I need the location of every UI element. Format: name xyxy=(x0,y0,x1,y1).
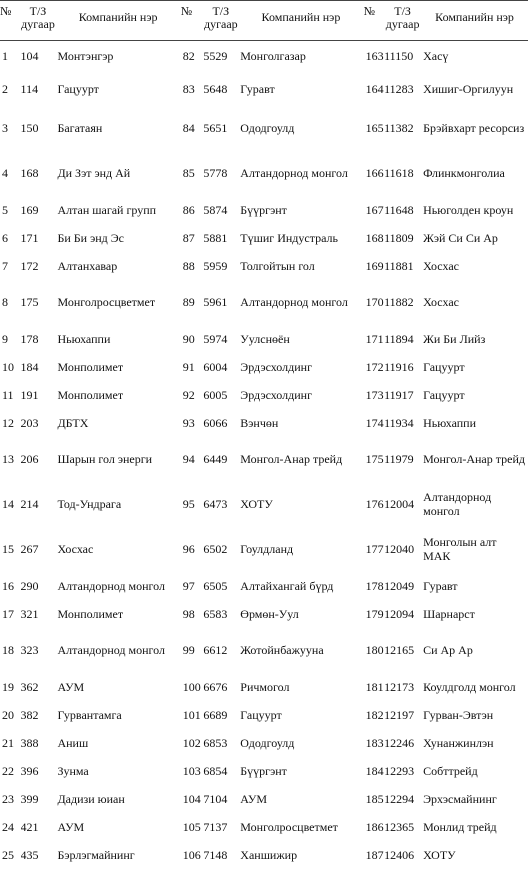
license-number: 267 xyxy=(20,542,39,557)
table-row xyxy=(0,107,528,152)
row-number: 178 xyxy=(365,578,384,593)
header-no: № xyxy=(180,4,193,18)
row-number: 164 xyxy=(365,82,384,97)
license-number: 12049 xyxy=(384,578,415,593)
license-number: 184 xyxy=(20,359,39,374)
license-number: 178 xyxy=(20,331,39,346)
company-name: АУМ xyxy=(240,791,268,806)
license-number: 203 xyxy=(20,415,39,430)
header-license-number: Т/З дугаар xyxy=(385,4,420,31)
row-number: 172 xyxy=(365,359,384,374)
company-name: Гацуурт xyxy=(57,82,99,97)
table-row xyxy=(0,253,528,281)
license-number: 5959 xyxy=(203,258,228,273)
row-number: 89 xyxy=(182,295,195,310)
row-number: 2 xyxy=(2,82,8,97)
license-number: 11917 xyxy=(384,387,414,402)
company-name: Ричмогол xyxy=(240,679,290,694)
row-number: 99 xyxy=(182,643,195,658)
table-header xyxy=(0,1,528,41)
license-number: 396 xyxy=(20,763,39,778)
table-row xyxy=(0,225,528,253)
row-number: 98 xyxy=(182,606,195,621)
table-row xyxy=(0,74,528,107)
company-name: Монголросцветмет xyxy=(240,819,338,834)
company-name: Алтанхавар xyxy=(57,258,118,273)
company-name: Гурван-Эвтэн xyxy=(423,707,494,722)
license-number: 7137 xyxy=(203,819,228,834)
row-number: 14 xyxy=(2,497,14,512)
license-number: 382 xyxy=(20,707,39,722)
company-name: Монполимет xyxy=(57,387,124,402)
table-row xyxy=(0,326,528,354)
row-number: 168 xyxy=(365,230,384,245)
company-name: ДБТХ xyxy=(57,415,89,430)
table-row xyxy=(0,758,528,786)
table-row xyxy=(0,629,528,674)
license-number: 399 xyxy=(20,791,39,806)
company-name: Ньюхаппи xyxy=(423,415,477,430)
company-name: ХОТУ xyxy=(240,497,273,512)
table-row xyxy=(0,41,528,74)
license-number: 6612 xyxy=(203,643,228,658)
license-number: 435 xyxy=(20,847,39,862)
row-number: 8 xyxy=(2,295,8,310)
row-number: 97 xyxy=(182,578,195,593)
row-number: 86 xyxy=(182,202,195,217)
company-name: Гацуурт xyxy=(423,359,465,374)
table-row xyxy=(0,573,528,601)
row-number: 15 xyxy=(2,542,14,557)
license-number: 11150 xyxy=(384,49,414,64)
license-number: 172 xyxy=(20,258,39,273)
license-number: 6854 xyxy=(203,763,228,778)
license-number: 6676 xyxy=(203,679,228,694)
row-number: 106 xyxy=(182,847,201,862)
row-number: 18 xyxy=(2,643,14,658)
license-number: 11934 xyxy=(384,415,414,430)
license-number: 11894 xyxy=(384,331,414,346)
row-number: 21 xyxy=(2,735,14,750)
table-row xyxy=(0,197,528,225)
license-number: 12293 xyxy=(384,763,415,778)
company-name: Алтандорнод монгол xyxy=(240,166,348,181)
row-number: 19 xyxy=(2,679,14,694)
table-row xyxy=(0,528,528,573)
company-name: Хишиг-Оргилуун xyxy=(423,82,514,97)
company-name: АУМ xyxy=(57,679,85,694)
company-name: Алтандорнод монгол xyxy=(57,578,166,593)
license-number: 114 xyxy=(20,82,39,97)
row-number: 102 xyxy=(182,735,201,750)
company-name: Монтэнгэр xyxy=(57,49,114,64)
company-name: Эрдэсхолдинг xyxy=(240,359,313,374)
license-number: 12165 xyxy=(384,643,415,658)
row-number: 104 xyxy=(182,791,201,806)
company-name: Шарын гол энерги xyxy=(57,452,153,467)
row-number: 85 xyxy=(182,166,195,181)
row-number: 88 xyxy=(182,258,195,273)
row-number: 9 xyxy=(2,331,8,346)
license-number: 5651 xyxy=(203,121,228,136)
company-name: Монполимет xyxy=(57,359,124,374)
row-number: 4 xyxy=(2,166,8,181)
company-name: Хунанжинлэн xyxy=(423,735,494,750)
row-number: 176 xyxy=(365,497,384,512)
license-number: 388 xyxy=(20,735,39,750)
table-row xyxy=(0,786,528,814)
row-number: 1 xyxy=(2,49,8,64)
row-number: 163 xyxy=(365,49,384,64)
company-name: Алтандорнод монгол xyxy=(57,643,166,658)
header-company-name: Компанийн нэр xyxy=(78,10,158,24)
table-row xyxy=(0,354,528,382)
company-name: Эрхэсмайнинг xyxy=(423,791,497,806)
license-number: 5974 xyxy=(203,331,228,346)
license-number: 191 xyxy=(20,387,39,402)
company-name: Си Ар Ар xyxy=(423,643,473,658)
company-name: Эрдэсхолдинг xyxy=(240,387,313,402)
license-number: 5778 xyxy=(203,166,228,181)
row-number: 12 xyxy=(2,415,14,430)
company-name: Монголгазар xyxy=(240,49,306,64)
company-name: Гурвантамга xyxy=(57,707,122,722)
license-number: 11916 xyxy=(384,359,414,374)
table-row xyxy=(0,281,528,326)
license-number: 11648 xyxy=(384,202,414,217)
company-name: Монлид трейд xyxy=(423,819,497,834)
row-number: 179 xyxy=(365,606,384,621)
company-name: Монгол-Анар трейд xyxy=(240,452,343,467)
row-number: 95 xyxy=(182,497,195,512)
license-number: 12406 xyxy=(384,847,415,862)
header-license-number: Т/З дугаар xyxy=(203,4,238,31)
row-number: 25 xyxy=(2,847,14,862)
row-number: 177 xyxy=(365,542,384,557)
table-row xyxy=(0,702,528,730)
company-name: Тод-Ундрага xyxy=(57,497,122,512)
row-number: 23 xyxy=(2,791,14,806)
company-name: АУМ xyxy=(57,819,85,834)
company-name: Гуравт xyxy=(423,578,458,593)
license-number: 7104 xyxy=(203,791,228,806)
company-name: Гоулдланд xyxy=(240,542,294,557)
company-name: Бүүргэнт xyxy=(240,202,287,217)
license-number: 7148 xyxy=(203,847,228,862)
row-number: 24 xyxy=(2,819,14,834)
header-company-name: Компанийн нэр xyxy=(261,10,341,24)
company-name: Брэйвхарт ресорсиз xyxy=(423,121,525,136)
license-number: 12246 xyxy=(384,735,415,750)
company-name: Би Би энд Эс xyxy=(57,230,125,245)
license-number: 104 xyxy=(20,49,39,64)
license-number: 6449 xyxy=(203,452,228,467)
row-number: 83 xyxy=(182,82,195,97)
license-number: 206 xyxy=(20,452,39,467)
license-number: 6066 xyxy=(203,415,228,430)
company-name: Ододгоулд xyxy=(240,735,295,750)
company-name: Алтан шагай групп xyxy=(57,202,157,217)
license-number: 6005 xyxy=(203,387,228,402)
row-number: 3 xyxy=(2,121,8,136)
company-name: Уулснөён xyxy=(240,331,290,346)
company-name: Хосхас xyxy=(423,295,459,310)
table-row xyxy=(0,674,528,702)
license-number: 5648 xyxy=(203,82,228,97)
license-number: 6689 xyxy=(203,707,228,722)
license-number: 5874 xyxy=(203,202,228,217)
company-name: Ньюхаппи xyxy=(57,331,111,346)
table-row xyxy=(0,410,528,438)
row-number: 100 xyxy=(182,679,201,694)
company-name: Түшиг Индустраль xyxy=(240,230,338,245)
table-row xyxy=(0,152,528,197)
license-number: 12040 xyxy=(384,542,415,557)
row-number: 91 xyxy=(182,359,195,374)
license-number: 323 xyxy=(20,643,39,658)
license-number: 12197 xyxy=(384,707,415,722)
license-number: 421 xyxy=(20,819,39,834)
license-number: 6505 xyxy=(203,578,228,593)
company-name: Хасү xyxy=(423,49,449,64)
table-row xyxy=(0,601,528,629)
license-number: 150 xyxy=(20,121,39,136)
license-number: 6502 xyxy=(203,542,228,557)
row-number: 165 xyxy=(365,121,384,136)
row-number: 167 xyxy=(365,202,384,217)
table-row xyxy=(0,382,528,410)
table-row xyxy=(0,730,528,758)
license-number: 11881 xyxy=(384,258,414,273)
company-name: Вэнчөн xyxy=(240,415,279,430)
row-number: 101 xyxy=(182,707,201,722)
license-number: 12094 xyxy=(384,606,415,621)
license-number: 321 xyxy=(20,606,39,621)
row-number: 87 xyxy=(182,230,195,245)
company-name: Аниш xyxy=(57,735,89,750)
row-number: 82 xyxy=(182,49,195,64)
company-name: Зунма xyxy=(57,763,89,778)
company-name: Монголын алт МАК xyxy=(423,535,497,563)
company-name: Ододгоулд xyxy=(240,121,295,136)
license-number: 6004 xyxy=(203,359,228,374)
company-name: Хосхас xyxy=(57,542,94,557)
license-number: 362 xyxy=(20,679,39,694)
table-row xyxy=(0,842,528,870)
company-name: Ханшижир xyxy=(240,847,298,862)
license-number: 6853 xyxy=(203,735,228,750)
header-no: № xyxy=(363,4,376,18)
license-number: 5881 xyxy=(203,230,228,245)
company-name: Өрмөн-Уул xyxy=(240,606,299,621)
license-number: 6473 xyxy=(203,497,228,512)
license-number: 12004 xyxy=(384,497,415,512)
license-number: 168 xyxy=(20,166,39,181)
company-name: Багатаян xyxy=(57,121,103,136)
row-number: 174 xyxy=(365,415,384,430)
row-number: 92 xyxy=(182,387,195,402)
company-name: Гацуурт xyxy=(240,707,282,722)
row-number: 6 xyxy=(2,230,8,245)
company-name: Гуравт xyxy=(240,82,275,97)
header-license-number: Т/З дугаар xyxy=(21,4,55,31)
table-row xyxy=(0,483,528,528)
company-name: Коулдголд монгол xyxy=(423,679,516,694)
company-name: Хосхас xyxy=(423,258,459,273)
table-body xyxy=(0,41,528,870)
license-number: 11979 xyxy=(384,452,414,467)
row-number: 13 xyxy=(2,452,14,467)
company-name: Гацуурт xyxy=(423,387,465,402)
license-number: 5529 xyxy=(203,49,228,64)
company-name: Бүүргэнт xyxy=(240,763,287,778)
row-number: 105 xyxy=(182,819,201,834)
row-number: 5 xyxy=(2,202,8,217)
row-number: 182 xyxy=(365,707,384,722)
row-number: 166 xyxy=(365,166,384,181)
table-row xyxy=(0,438,528,483)
row-number: 84 xyxy=(182,121,195,136)
row-number: 96 xyxy=(182,542,195,557)
company-name: Бэрлэгмайнинг xyxy=(57,847,135,862)
company-name: Шарнарст xyxy=(423,606,475,621)
license-number: 11382 xyxy=(384,121,414,136)
row-number: 185 xyxy=(365,791,384,806)
license-number: 11882 xyxy=(384,295,414,310)
company-name: Жотойнбажуунa xyxy=(240,643,324,658)
license-number: 12173 xyxy=(384,679,415,694)
company-name: Жи Би Лийз xyxy=(423,331,486,346)
row-number: 93 xyxy=(182,415,195,430)
row-number: 103 xyxy=(182,763,201,778)
row-number: 186 xyxy=(365,819,384,834)
license-number: 12294 xyxy=(384,791,415,806)
row-number: 180 xyxy=(365,643,384,658)
license-number: 11809 xyxy=(384,230,414,245)
company-name: Алтандорнод монгол xyxy=(423,490,492,518)
license-number: 171 xyxy=(20,230,39,245)
row-number: 22 xyxy=(2,763,14,778)
license-number: 6583 xyxy=(203,606,228,621)
company-name: Флинкмонголиа xyxy=(423,166,505,181)
license-number: 11283 xyxy=(384,82,414,97)
company-name: Жэй Си Си Ар xyxy=(423,230,498,245)
row-number: 20 xyxy=(2,707,14,722)
row-number: 169 xyxy=(365,258,384,273)
row-number: 171 xyxy=(365,331,384,346)
row-number: 175 xyxy=(365,452,384,467)
company-name: Алтандорнод монгол xyxy=(240,295,348,310)
header-no: № xyxy=(0,4,12,18)
company-name: Монгол-Анар трейд xyxy=(423,452,525,467)
license-number: 214 xyxy=(20,497,39,512)
license-number: 175 xyxy=(20,295,39,310)
license-number: 5961 xyxy=(203,295,228,310)
company-name: Алтайхангай бүрд xyxy=(240,578,334,593)
license-number: 169 xyxy=(20,202,39,217)
row-number: 170 xyxy=(365,295,384,310)
row-number: 16 xyxy=(2,578,14,593)
license-number: 12365 xyxy=(384,819,415,834)
company-name: Ди Зэт энд Ай xyxy=(57,166,131,181)
row-number: 94 xyxy=(182,452,195,467)
company-name: Толгойтын гол xyxy=(240,258,315,273)
license-number: 290 xyxy=(20,578,39,593)
header-company-name: Компанийн нэр xyxy=(435,10,514,24)
company-name: Монполимет xyxy=(57,606,124,621)
license-number: 11618 xyxy=(384,166,414,181)
row-number: 173 xyxy=(365,387,384,402)
row-number: 184 xyxy=(365,763,384,778)
company-name: Собттрейд xyxy=(423,763,478,778)
company-name: Дадизи юиан xyxy=(57,791,125,806)
row-number: 183 xyxy=(365,735,384,750)
company-name: Монголросцветмет xyxy=(57,295,156,310)
row-number: 90 xyxy=(182,331,195,346)
row-number: 181 xyxy=(365,679,384,694)
row-number: 11 xyxy=(2,387,14,402)
row-number: 187 xyxy=(365,847,384,862)
table-row xyxy=(0,814,528,842)
company-name: Ньюголден кроун xyxy=(423,202,514,217)
row-number: 17 xyxy=(2,606,14,621)
row-number: 7 xyxy=(2,258,8,273)
row-number: 10 xyxy=(2,359,14,374)
company-name: ХОТУ xyxy=(423,847,456,862)
